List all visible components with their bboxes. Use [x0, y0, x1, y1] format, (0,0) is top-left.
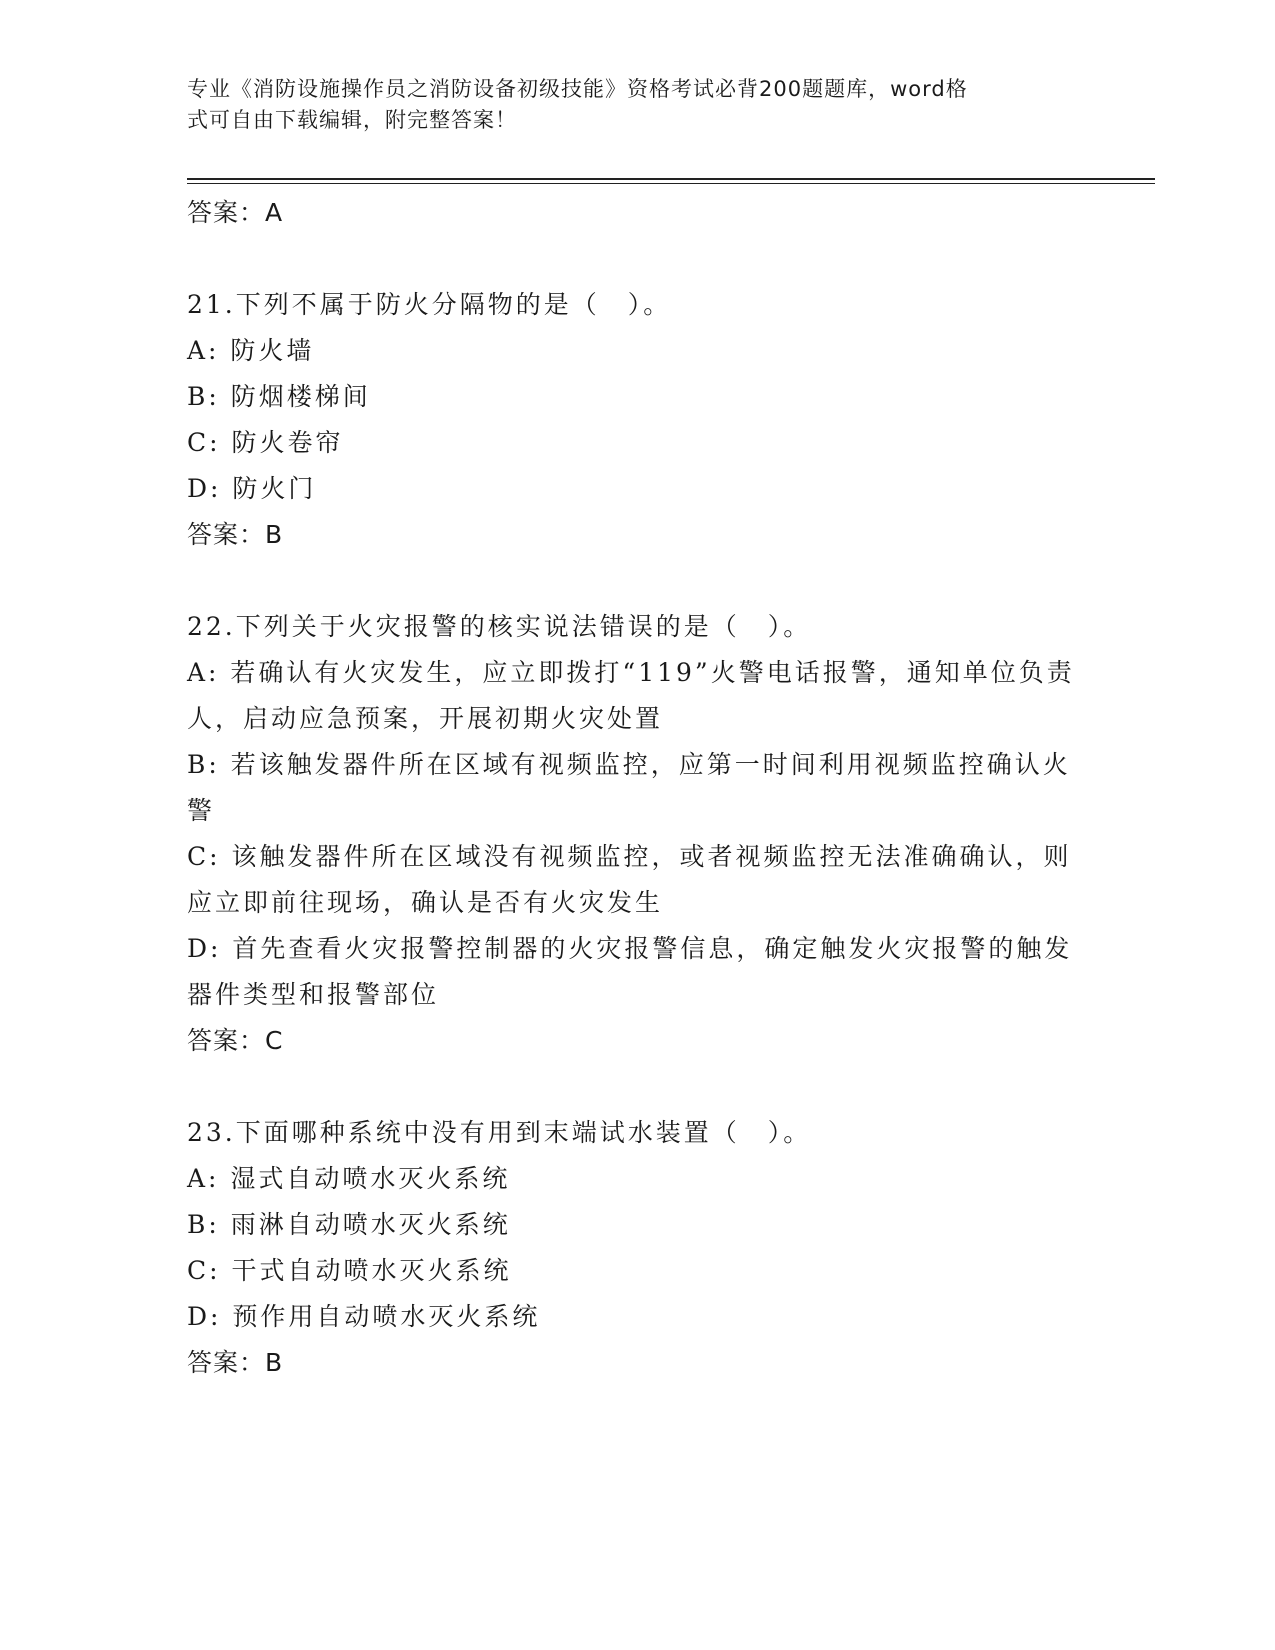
- question-stem: 21.下列不属于防火分隔物的是（ ）。: [187, 290, 672, 319]
- answer: 答案：B: [187, 1348, 284, 1377]
- option-b: B: 若该触发器件所在区域有视频监控，应第一时间利用视频监控确认火警: [187, 750, 1071, 825]
- question-21: [187, 282, 1087, 558]
- option-c: C: 干式自动喷水灭火系统: [187, 1256, 512, 1285]
- option-a: A: 湿式自动喷水灭火系统: [187, 1164, 511, 1193]
- option-c: C: 该触发器件所在区域没有视频监控，或者视频监控无法准确确认，则应立即前往现场，确认是否有火灾发生: [187, 842, 1072, 917]
- question-stem: 22.下列关于火灾报警的核实说法错误的是（ ）。: [187, 612, 812, 641]
- header-divider-thin: [187, 183, 1155, 184]
- header-divider-thick: [187, 178, 1155, 180]
- option-a: A: 若确认有火灾发生，应立即拨打“119”火警电话报警，通知单位负责人，启动应急预案，开展初期火灾处置: [187, 658, 1075, 733]
- answer: 答案：C: [187, 1026, 284, 1055]
- option-c: C: 防火卷帘: [187, 428, 344, 457]
- document-body: [187, 190, 1087, 1386]
- previous-answer: 答案：A: [187, 198, 284, 227]
- option-d: D: 预作用自动喷水灭火系统: [187, 1302, 541, 1331]
- option-d: D: 防火门: [187, 474, 317, 503]
- option-b: B: 防烟楼梯间: [187, 382, 371, 411]
- question-stem: 23.下面哪种系统中没有用到末端试水装置（ ）。: [187, 1118, 812, 1147]
- header-line-2: 式可自由下载编辑，附完整答案！: [187, 108, 517, 132]
- option-d: D: 首先查看火灾报警控制器的火灾报警信息，确定触发火灾报警的触发器件类型和报警部位: [187, 934, 1073, 1009]
- document-header: [187, 74, 1087, 136]
- question-23: [187, 1110, 1087, 1386]
- option-b: B: 雨淋自动喷水灭火系统: [187, 1210, 511, 1239]
- question-22: [187, 604, 1087, 1064]
- answer: 答案：B: [187, 520, 284, 549]
- header-line-1: 专业《消防设施操作员之消防设备初级技能》资格考试必背200题题库，word格: [187, 77, 968, 101]
- option-a: A: 防火墙: [187, 336, 315, 365]
